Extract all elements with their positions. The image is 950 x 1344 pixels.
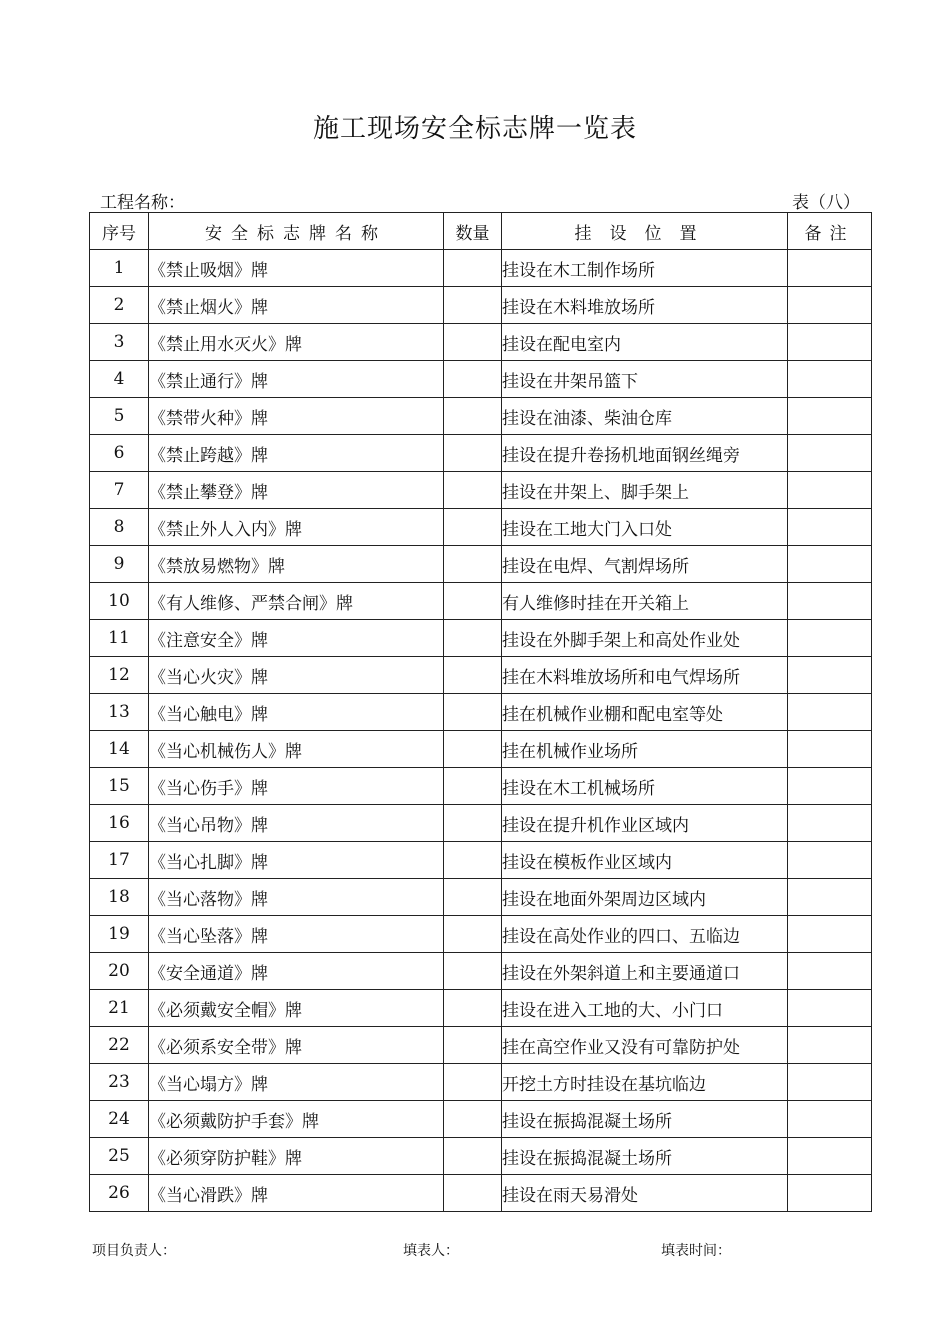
cell-note bbox=[788, 1175, 872, 1212]
cell-sign-name: 《当心伤手》牌 bbox=[149, 768, 444, 805]
cell-location: 挂设在木工制作场所 bbox=[502, 250, 788, 287]
cell-note bbox=[788, 842, 872, 879]
cell-quantity bbox=[444, 472, 502, 509]
table-row bbox=[90, 472, 872, 509]
cell-no: 11 bbox=[90, 620, 149, 657]
table-row bbox=[90, 509, 872, 546]
cell-note bbox=[788, 509, 872, 546]
cell-quantity bbox=[444, 916, 502, 953]
cell-location: 挂在机械作业场所 bbox=[502, 731, 788, 768]
cell-sign-name: 《禁止跨越》牌 bbox=[149, 435, 444, 472]
cell-sign-name: 《禁止烟火》牌 bbox=[149, 287, 444, 324]
table-row bbox=[90, 620, 872, 657]
cell-note bbox=[788, 583, 872, 620]
cell-quantity bbox=[444, 546, 502, 583]
cell-quantity bbox=[444, 287, 502, 324]
cell-no: 20 bbox=[90, 953, 149, 990]
cell-note bbox=[788, 694, 872, 731]
cell-note bbox=[788, 287, 872, 324]
cell-location: 挂设在提升机作业区域内 bbox=[502, 805, 788, 842]
cell-sign-name: 《禁止外人入内》牌 bbox=[149, 509, 444, 546]
cell-no: 6 bbox=[90, 435, 149, 472]
cell-location: 挂设在地面外架周边区域内 bbox=[502, 879, 788, 916]
cell-sign-name: 《当心触电》牌 bbox=[149, 694, 444, 731]
cell-sign-name: 《当心扎脚》牌 bbox=[149, 842, 444, 879]
cell-quantity bbox=[444, 620, 502, 657]
cell-note bbox=[788, 1138, 872, 1175]
cell-quantity bbox=[444, 1138, 502, 1175]
document-title: 施工现场安全标志牌一览表 bbox=[312, 114, 637, 144]
table-row bbox=[90, 657, 872, 694]
cell-note bbox=[788, 472, 872, 509]
cell-location: 挂设在井架上、脚手架上 bbox=[502, 472, 788, 509]
cell-sign-name: 《当心滑跌》牌 bbox=[149, 1175, 444, 1212]
column-header-no: 序号 bbox=[90, 213, 149, 250]
cell-note bbox=[788, 990, 872, 1027]
cell-sign-name: 《当心火灾》牌 bbox=[149, 657, 444, 694]
cell-note bbox=[788, 916, 872, 953]
cell-location: 挂在机械作业棚和配电室等处 bbox=[502, 694, 788, 731]
cell-sign-name: 《当心吊物》牌 bbox=[149, 805, 444, 842]
table-row bbox=[90, 694, 872, 731]
cell-no: 3 bbox=[90, 324, 149, 361]
table-meta-row bbox=[100, 188, 860, 213]
table-row bbox=[90, 250, 872, 287]
cell-note bbox=[788, 546, 872, 583]
cell-location: 挂设在井架吊篮下 bbox=[502, 361, 788, 398]
cell-no: 4 bbox=[90, 361, 149, 398]
cell-note bbox=[788, 1101, 872, 1138]
cell-sign-name: 《当心塌方》牌 bbox=[149, 1064, 444, 1101]
cell-quantity bbox=[444, 953, 502, 990]
cell-sign-name: 《禁止攀登》牌 bbox=[149, 472, 444, 509]
table-row bbox=[90, 1175, 872, 1212]
cell-note bbox=[788, 1027, 872, 1064]
cell-no: 21 bbox=[90, 990, 149, 1027]
cell-no: 14 bbox=[90, 731, 149, 768]
cell-note bbox=[788, 250, 872, 287]
column-header-note: 备注 bbox=[788, 213, 872, 250]
cell-quantity bbox=[444, 1064, 502, 1101]
cell-quantity bbox=[444, 731, 502, 768]
cell-note bbox=[788, 398, 872, 435]
cell-no: 26 bbox=[90, 1175, 149, 1212]
cell-quantity bbox=[444, 361, 502, 398]
cell-location: 挂设在模板作业区域内 bbox=[502, 842, 788, 879]
cell-no: 7 bbox=[90, 472, 149, 509]
table-row bbox=[90, 287, 872, 324]
cell-location: 挂设在提升卷扬机地面钢丝绳旁 bbox=[502, 435, 788, 472]
table-row bbox=[90, 583, 872, 620]
cell-no: 22 bbox=[90, 1027, 149, 1064]
cell-location: 挂设在电焊、气割焊场所 bbox=[502, 546, 788, 583]
form-filler-label: 填表人： bbox=[403, 1243, 459, 1259]
cell-quantity bbox=[444, 990, 502, 1027]
cell-sign-name: 《当心机械伤人》牌 bbox=[149, 731, 444, 768]
cell-location: 挂设在高处作业的四口、五临边 bbox=[502, 916, 788, 953]
cell-sign-name: 《有人维修、严禁合闸》牌 bbox=[149, 583, 444, 620]
cell-no: 2 bbox=[90, 287, 149, 324]
cell-quantity bbox=[444, 1027, 502, 1064]
cell-sign-name: 《当心落物》牌 bbox=[149, 879, 444, 916]
cell-location: 挂设在外架斜道上和主要通道口 bbox=[502, 953, 788, 990]
cell-sign-name: 《必须戴安全帽》牌 bbox=[149, 990, 444, 1027]
table-row bbox=[90, 990, 872, 1027]
cell-location: 开挖土方时挂设在基坑临边 bbox=[502, 1064, 788, 1101]
cell-sign-name: 《禁止通行》牌 bbox=[149, 361, 444, 398]
cell-no: 24 bbox=[90, 1101, 149, 1138]
column-header-qty: 数量 bbox=[444, 213, 502, 250]
cell-location: 有人维修时挂在开关箱上 bbox=[502, 583, 788, 620]
cell-no: 5 bbox=[90, 398, 149, 435]
signature-footer bbox=[92, 1240, 852, 1260]
cell-no: 16 bbox=[90, 805, 149, 842]
table-row bbox=[90, 953, 872, 990]
cell-note bbox=[788, 879, 872, 916]
cell-no: 1 bbox=[90, 250, 149, 287]
cell-location: 挂设在油漆、柴油仓库 bbox=[502, 398, 788, 435]
cell-location: 挂设在配电室内 bbox=[502, 324, 788, 361]
table-row bbox=[90, 435, 872, 472]
cell-quantity bbox=[444, 657, 502, 694]
cell-note bbox=[788, 1064, 872, 1101]
table-row bbox=[90, 916, 872, 953]
safety-signs-table bbox=[89, 212, 872, 1212]
cell-location: 挂在木料堆放场所和电气焊场所 bbox=[502, 657, 788, 694]
cell-quantity bbox=[444, 435, 502, 472]
cell-note bbox=[788, 361, 872, 398]
table-header-row bbox=[90, 213, 872, 250]
cell-no: 8 bbox=[90, 509, 149, 546]
cell-location: 挂设在进入工地的大、小门口 bbox=[502, 990, 788, 1027]
cell-quantity bbox=[444, 768, 502, 805]
cell-location: 挂在高空作业又没有可靠防护处 bbox=[502, 1027, 788, 1064]
cell-note bbox=[788, 805, 872, 842]
cell-quantity bbox=[444, 879, 502, 916]
project-name-label: 工程名称： bbox=[100, 193, 185, 213]
table-row bbox=[90, 842, 872, 879]
cell-no: 13 bbox=[90, 694, 149, 731]
table-row bbox=[90, 546, 872, 583]
cell-sign-name: 《安全通道》牌 bbox=[149, 953, 444, 990]
cell-sign-name: 《必须戴防护手套》牌 bbox=[149, 1101, 444, 1138]
cell-no: 25 bbox=[90, 1138, 149, 1175]
table-row bbox=[90, 361, 872, 398]
table-row bbox=[90, 1138, 872, 1175]
cell-quantity bbox=[444, 583, 502, 620]
cell-no: 15 bbox=[90, 768, 149, 805]
cell-location: 挂设在振捣混凝土场所 bbox=[502, 1101, 788, 1138]
cell-quantity bbox=[444, 250, 502, 287]
table-number: 表（八） bbox=[792, 193, 860, 213]
table-body bbox=[90, 250, 872, 1212]
table-row bbox=[90, 324, 872, 361]
cell-quantity bbox=[444, 398, 502, 435]
cell-location: 挂设在外脚手架上和高处作业处 bbox=[502, 620, 788, 657]
table-row bbox=[90, 731, 872, 768]
cell-quantity bbox=[444, 842, 502, 879]
cell-location: 挂设在工地大门入口处 bbox=[502, 509, 788, 546]
cell-note bbox=[788, 657, 872, 694]
table-row bbox=[90, 1064, 872, 1101]
table-row bbox=[90, 1027, 872, 1064]
cell-sign-name: 《必须穿防护鞋》牌 bbox=[149, 1138, 444, 1175]
cell-quantity bbox=[444, 509, 502, 546]
cell-quantity bbox=[444, 694, 502, 731]
cell-location: 挂设在木工机械场所 bbox=[502, 768, 788, 805]
cell-sign-name: 《必须系安全带》牌 bbox=[149, 1027, 444, 1064]
cell-sign-name: 《禁止用水灭火》牌 bbox=[149, 324, 444, 361]
cell-sign-name: 《禁止吸烟》牌 bbox=[149, 250, 444, 287]
table-row bbox=[90, 805, 872, 842]
cell-no: 10 bbox=[90, 583, 149, 620]
cell-note bbox=[788, 731, 872, 768]
column-header-name: 安全标志牌名称 bbox=[149, 213, 444, 250]
cell-sign-name: 《当心坠落》牌 bbox=[149, 916, 444, 953]
cell-location: 挂设在木料堆放场所 bbox=[502, 287, 788, 324]
cell-no: 23 bbox=[90, 1064, 149, 1101]
table-row bbox=[90, 879, 872, 916]
project-manager-label: 项目负责人： bbox=[92, 1243, 176, 1259]
cell-note bbox=[788, 620, 872, 657]
table-row bbox=[90, 768, 872, 805]
cell-sign-name: 《禁放易燃物》牌 bbox=[149, 546, 444, 583]
cell-note bbox=[788, 435, 872, 472]
cell-no: 18 bbox=[90, 879, 149, 916]
cell-no: 9 bbox=[90, 546, 149, 583]
cell-quantity bbox=[444, 805, 502, 842]
cell-no: 19 bbox=[90, 916, 149, 953]
cell-location: 挂设在振捣混凝土场所 bbox=[502, 1138, 788, 1175]
table-row bbox=[90, 1101, 872, 1138]
cell-note bbox=[788, 324, 872, 361]
cell-quantity bbox=[444, 324, 502, 361]
cell-sign-name: 《注意安全》牌 bbox=[149, 620, 444, 657]
cell-no: 12 bbox=[90, 657, 149, 694]
cell-no: 17 bbox=[90, 842, 149, 879]
table-row bbox=[90, 398, 872, 435]
cell-sign-name: 《禁带火种》牌 bbox=[149, 398, 444, 435]
fill-date-label: 填表时间： bbox=[661, 1243, 731, 1259]
column-header-location: 挂设位置 bbox=[502, 213, 788, 250]
cell-quantity bbox=[444, 1101, 502, 1138]
cell-location: 挂设在雨天易滑处 bbox=[502, 1175, 788, 1212]
cell-quantity bbox=[444, 1175, 502, 1212]
cell-note bbox=[788, 768, 872, 805]
cell-note bbox=[788, 953, 872, 990]
